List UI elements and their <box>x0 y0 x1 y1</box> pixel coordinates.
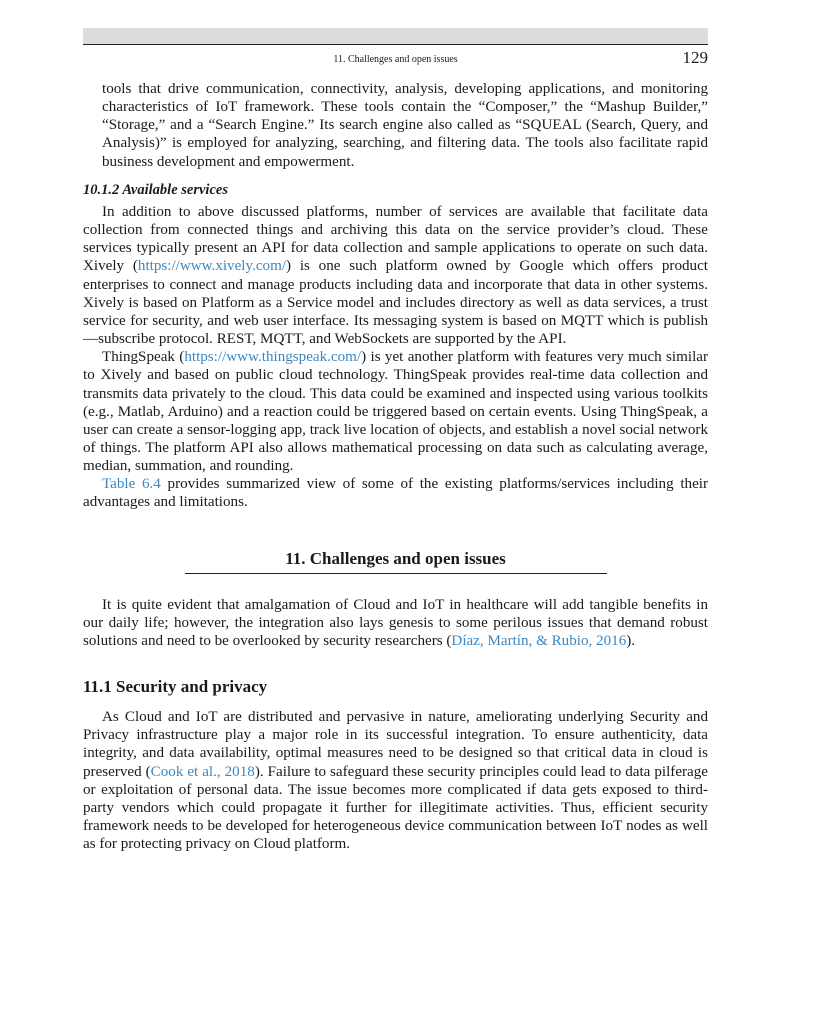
subsection-title-available-services: 10.1.2 Available services <box>83 181 228 198</box>
running-head: 11. Challenges and open issues <box>333 54 458 65</box>
intro-paragraph: tools that drive communication, connectivity, analysis, developing applications, and monitoring characteristics of IoT framework. These tools contain the “Composer,” the “Mashup Builder,” “Storage,” and a “Search Engine.” Its search engine also called as “SQUEAL (Search, Query, and Analysis)” is employed for analyzing, searching, and filtering data. The tools also facilitate rapid business development and empowerment. <box>102 81 708 170</box>
paragraph-challenges <box>83 596 708 650</box>
page-body <box>83 80 708 853</box>
header-rule <box>83 44 708 45</box>
header-band <box>83 28 708 44</box>
text-run: ThingSpeak ( <box>102 349 185 366</box>
subsection-title-security-privacy: 11.1 Security and privacy <box>83 677 268 697</box>
text-run: ). <box>626 632 636 649</box>
text-run: As Cloud and IoT are distributed and pervasive in nature, ameliorating underlying Security and Privacy infrastructure play a major role in its successful integration. To ensure authenticity, data integrity, and data availability, optimal measures need to be designed so that critical data in cloud is preserved ( <box>83 709 708 780</box>
xively-link[interactable]: https://www.xively.com/ <box>137 258 287 275</box>
text-run: In addition to above discussed platforms, number of services are available that facilitate data collection from connected things and archiving this data on the service provider’s cloud. These services typically present an API for data collection and sample applications to operate on such data. Xively ( <box>83 203 708 275</box>
section-gap <box>83 574 708 596</box>
text-run: ) is yet another platform with features very much similar to Xively and based on public cloud technology. ThingSpeak provides real-time data collection and transmits data privately to the cloud. This data could be examined and inspected using various toolkits (e.g., Matlab, Arduino) and a reaction could be triggered based on certain events. Using ThingSpeak, a user can create a sensor-logging app, track live location of objects, and establish a novel social network of things. The platform API also allows mathematical processing on data such as calculating average, median, summation, and rounding. <box>83 349 708 475</box>
table-6-4-link[interactable]: Table 6.4 <box>102 476 161 493</box>
paragraph-thingspeak <box>83 348 708 475</box>
text-run: ). Failure to safeguard these security principles could lead to data pilferage or exploitation of personal data. The issue becomes more complicated if data gets exposed to third-party vendors which could propagate it further for illegitimate activities. Thus, efficient security framework needs to be developed for heterogeneous device communication between IoT nodes as well as for protecting privacy on Cloud platform. <box>83 763 708 853</box>
section-title-challenges: 11. Challenges and open issues <box>185 548 607 574</box>
paragraph-table-reference <box>83 475 708 511</box>
text-run: provides summarized view of some of the existing platforms/services including their advantages and limitations. <box>83 476 708 511</box>
paragraph-security-privacy <box>83 708 708 853</box>
citation-diaz-link[interactable]: Díaz, Martín, & Rubio, 2016 <box>451 632 627 649</box>
paragraph-services-xively <box>83 203 708 348</box>
text-run: ) is one such platform owned by Google which offers product enterprises to connect and manage products including data and incorporate that data in other systems. Xively is based on Platform as a Service model and includes directory as well as data services, a trust service for security, and web user interface. Its messaging system is based on MQTT which is publish—subscribe protocol. REST, MQTT, and WebSockets are supported by the API. <box>83 258 708 348</box>
thingspeak-link[interactable]: https://www.thingspeak.com/ <box>184 349 362 366</box>
page-number: 129 <box>682 48 708 67</box>
text-run: It is quite evident that amalgamation of Cloud and IoT in healthcare will add tangible benefits in our daily life; however, the integration also lays genesis to some perilous issues that demand robust solutions and need to be overlooked by security researchers ( <box>83 596 708 649</box>
citation-cook-link[interactable]: Cook et al., 2018 <box>150 763 255 780</box>
